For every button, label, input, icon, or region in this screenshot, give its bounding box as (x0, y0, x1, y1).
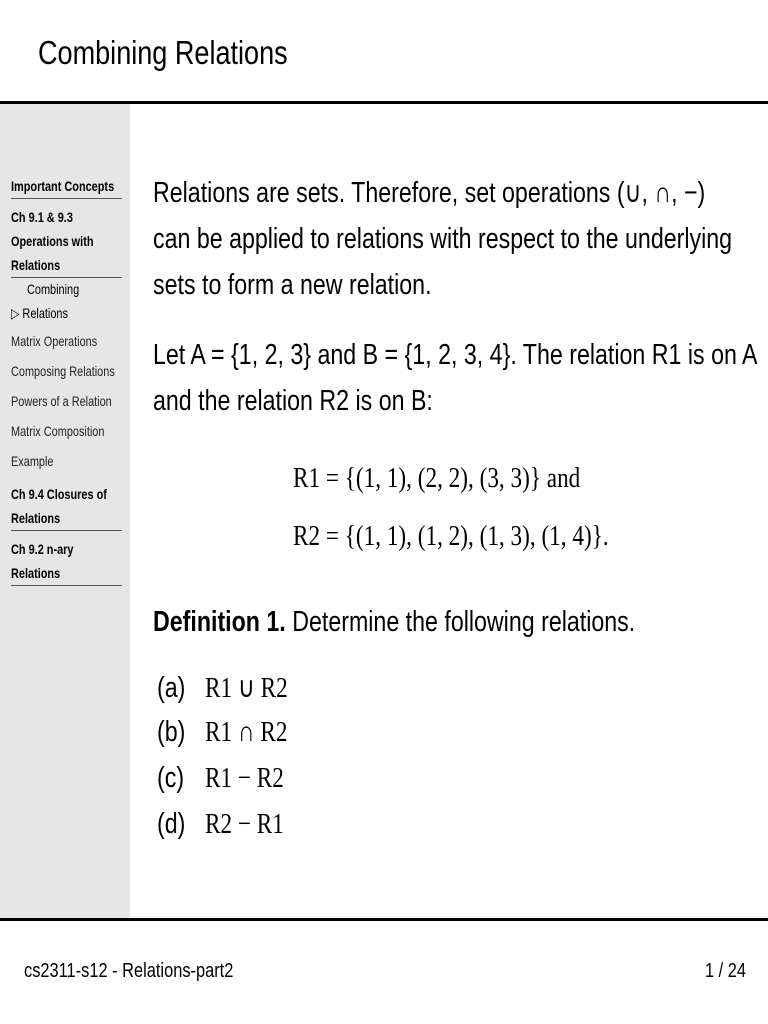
slide-title: Combining Relations (38, 34, 288, 71)
nav-item-matrix-composition[interactable]: Matrix Composition (11, 423, 105, 439)
let-line-1: Let A = {1, 2, 3} and B = {1, 2, 3, 4}. The relation R1 is on A (153, 339, 758, 371)
page-number: 1 / 24 (704, 960, 746, 982)
footer-divider (0, 918, 768, 921)
equation-r1: R1 = {(1, 1), (2, 2), (3, 3)} and (293, 462, 581, 494)
let-line-2: and the relation R2 is on B: (153, 385, 433, 417)
intro-paragraph: Relations are sets. Therefore, set operations (∪, ∩, −) can be applied to relations with respect to the underlying sets to form a new relation. (153, 177, 733, 301)
nav-item-matrix-operations[interactable]: Matrix Operations (11, 333, 98, 349)
list-item-a: (a) R1 ∪ R2 (157, 672, 288, 704)
nav-section-ch-9-1-9-3[interactable]: Ch 9.1 & 9.3 Operations with Relations (11, 209, 94, 273)
nav-divider (11, 198, 122, 199)
nav-divider (11, 585, 122, 586)
definition (153, 606, 635, 639)
nav-section-ch-9-4[interactable]: Ch 9.4 Closures of Relations (11, 486, 107, 526)
equation-r2: R2 = {(1, 1), (1, 2), (1, 3), (1, 4)}. (293, 520, 609, 552)
list-item-d: (d) R2 − R1 (157, 808, 284, 840)
nav-section-ch-9-2[interactable]: Ch 9.2 n-ary Relations (11, 541, 74, 581)
footer-course-title: cs2311-s12 - Relations-part2 (24, 960, 234, 982)
nav-item-example[interactable]: Example (11, 453, 54, 469)
sidebar-nav (11, 174, 123, 592)
nav-divider (11, 530, 122, 531)
navigation-sidebar (0, 104, 130, 918)
definition-text: Determine the following relations. (292, 606, 636, 638)
list-item-c: (c) R1 − R2 (157, 762, 284, 794)
nav-item-powers-of-a-relation[interactable]: Powers of a Relation (11, 393, 112, 409)
nav-item-composing-relations[interactable]: Composing Relations (11, 363, 115, 379)
nav-item-combining-relations-current[interactable]: Combining ▷ Relations (11, 281, 80, 321)
list-item-b: (b) R1 ∩ R2 (157, 716, 288, 748)
definition-label: Definition 1. (153, 606, 286, 638)
slide-header (0, 0, 768, 101)
nav-section-important-concepts[interactable]: Important Concepts (11, 178, 115, 194)
